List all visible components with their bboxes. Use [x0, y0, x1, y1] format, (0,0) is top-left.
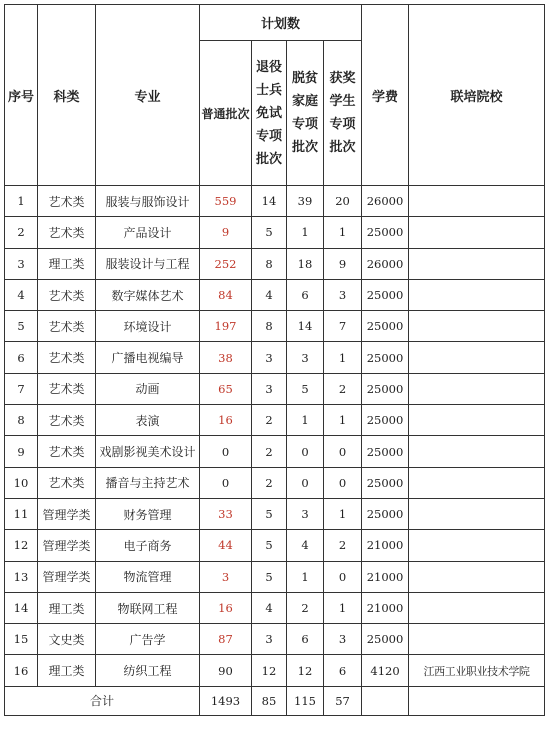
- cell-poverty: 2: [287, 592, 324, 623]
- cell-category: 艺术类: [38, 311, 96, 342]
- cell-category: 管理学类: [38, 498, 96, 529]
- cell-award: 0: [324, 436, 362, 467]
- cell-category: 艺术类: [38, 405, 96, 436]
- cell-seq: 9: [5, 436, 38, 467]
- cell-category: 艺术类: [38, 186, 96, 217]
- cell-normal: 87: [200, 624, 252, 655]
- cell-veteran: 2: [252, 467, 287, 498]
- cell-veteran: 2: [252, 436, 287, 467]
- cell-major: 广告学: [96, 624, 200, 655]
- cell-school: [409, 248, 545, 279]
- cell-school: [409, 436, 545, 467]
- cell-school: 江西工业职业技术学院: [409, 655, 545, 686]
- cell-major: 服装设计与工程: [96, 248, 200, 279]
- cell-normal: 559: [200, 186, 252, 217]
- cell-category: 艺术类: [38, 217, 96, 248]
- table-row: [5, 217, 545, 248]
- header-fee: 学费: [362, 5, 409, 186]
- table-row: [5, 342, 545, 373]
- cell-fee: 21000: [362, 592, 409, 623]
- cell-award: 2: [324, 373, 362, 404]
- table-row: [5, 561, 545, 592]
- cell-award: 9: [324, 248, 362, 279]
- cell-normal: 3: [200, 561, 252, 592]
- header-major: 专业: [96, 5, 200, 186]
- cell-major: 纺织工程: [96, 655, 200, 686]
- cell-fee: 25000: [362, 342, 409, 373]
- cell-seq: 3: [5, 248, 38, 279]
- table-row: [5, 624, 545, 655]
- total-poverty: 115: [287, 686, 324, 715]
- cell-normal: 84: [200, 279, 252, 310]
- cell-category: 理工类: [38, 248, 96, 279]
- cell-fee: 25000: [362, 436, 409, 467]
- cell-fee: 25000: [362, 217, 409, 248]
- cell-award: 1: [324, 342, 362, 373]
- cell-normal: 44: [200, 530, 252, 561]
- cell-category: 文史类: [38, 624, 96, 655]
- cell-award: 2: [324, 530, 362, 561]
- cell-fee: 25000: [362, 311, 409, 342]
- cell-normal: 0: [200, 467, 252, 498]
- cell-poverty: 14: [287, 311, 324, 342]
- cell-award: 20: [324, 186, 362, 217]
- cell-veteran: 3: [252, 624, 287, 655]
- total-fee: [362, 686, 409, 715]
- cell-veteran: 8: [252, 311, 287, 342]
- cell-school: [409, 217, 545, 248]
- cell-fee: 25000: [362, 467, 409, 498]
- table-row: [5, 405, 545, 436]
- header-poverty: 脱贫 家庭 专项 批次: [287, 41, 324, 186]
- cell-veteran: 3: [252, 373, 287, 404]
- cell-category: 管理学类: [38, 561, 96, 592]
- cell-poverty: 1: [287, 561, 324, 592]
- cell-veteran: 8: [252, 248, 287, 279]
- cell-school: [409, 592, 545, 623]
- table-body: [5, 186, 545, 716]
- cell-veteran: 3: [252, 342, 287, 373]
- cell-seq: 7: [5, 373, 38, 404]
- header-award: 获奖 学生 专项 批次: [324, 41, 362, 186]
- cell-poverty: 6: [287, 624, 324, 655]
- cell-normal: 197: [200, 311, 252, 342]
- cell-normal: 9: [200, 217, 252, 248]
- cell-veteran: 5: [252, 561, 287, 592]
- header-seq: 序号: [5, 5, 38, 186]
- cell-school: [409, 311, 545, 342]
- cell-major: 广播电视编导: [96, 342, 200, 373]
- cell-normal: 0: [200, 436, 252, 467]
- cell-poverty: 1: [287, 405, 324, 436]
- table-row: [5, 279, 545, 310]
- cell-seq: 13: [5, 561, 38, 592]
- cell-veteran: 5: [252, 217, 287, 248]
- cell-poverty: 3: [287, 342, 324, 373]
- cell-category: 理工类: [38, 592, 96, 623]
- table-row: [5, 436, 545, 467]
- header-school: 联培院校: [409, 5, 545, 186]
- cell-seq: 15: [5, 624, 38, 655]
- table-row: [5, 530, 545, 561]
- total-row: [5, 686, 545, 715]
- enrollment-plan-table: [4, 4, 545, 716]
- cell-seq: 2: [5, 217, 38, 248]
- cell-major: 播音与主持艺术: [96, 467, 200, 498]
- cell-seq: 5: [5, 311, 38, 342]
- cell-normal: 65: [200, 373, 252, 404]
- header-normal: 普通批次: [200, 41, 252, 186]
- cell-fee: 4120: [362, 655, 409, 686]
- total-normal: 1493: [200, 686, 252, 715]
- cell-fee: 26000: [362, 248, 409, 279]
- cell-school: [409, 561, 545, 592]
- cell-major: 戏剧影视美术设计: [96, 436, 200, 467]
- cell-veteran: 4: [252, 279, 287, 310]
- cell-major: 财务管理: [96, 498, 200, 529]
- cell-school: [409, 498, 545, 529]
- cell-major: 物流管理: [96, 561, 200, 592]
- cell-award: 6: [324, 655, 362, 686]
- cell-poverty: 18: [287, 248, 324, 279]
- cell-poverty: 0: [287, 467, 324, 498]
- cell-major: 电子商务: [96, 530, 200, 561]
- cell-fee: 25000: [362, 373, 409, 404]
- cell-seq: 6: [5, 342, 38, 373]
- cell-award: 1: [324, 217, 362, 248]
- cell-seq: 12: [5, 530, 38, 561]
- cell-poverty: 12: [287, 655, 324, 686]
- cell-seq: 10: [5, 467, 38, 498]
- cell-award: 3: [324, 624, 362, 655]
- table-row: [5, 498, 545, 529]
- total-veteran: 85: [252, 686, 287, 715]
- cell-seq: 11: [5, 498, 38, 529]
- table-row: [5, 373, 545, 404]
- cell-school: [409, 342, 545, 373]
- cell-major: 表演: [96, 405, 200, 436]
- cell-major: 动画: [96, 373, 200, 404]
- cell-poverty: 39: [287, 186, 324, 217]
- table-row: [5, 592, 545, 623]
- cell-award: 7: [324, 311, 362, 342]
- cell-school: [409, 405, 545, 436]
- cell-fee: 21000: [362, 530, 409, 561]
- cell-poverty: 5: [287, 373, 324, 404]
- cell-major: 服装与服饰设计: [96, 186, 200, 217]
- cell-school: [409, 186, 545, 217]
- cell-category: 管理学类: [38, 530, 96, 561]
- cell-normal: 38: [200, 342, 252, 373]
- cell-fee: 25000: [362, 405, 409, 436]
- cell-seq: 16: [5, 655, 38, 686]
- cell-category: 艺术类: [38, 342, 96, 373]
- cell-school: [409, 279, 545, 310]
- cell-veteran: 14: [252, 186, 287, 217]
- cell-normal: 252: [200, 248, 252, 279]
- cell-poverty: 0: [287, 436, 324, 467]
- cell-school: [409, 530, 545, 561]
- cell-seq: 14: [5, 592, 38, 623]
- total-award: 57: [324, 686, 362, 715]
- cell-award: 1: [324, 592, 362, 623]
- table-row: [5, 186, 545, 217]
- cell-fee: 25000: [362, 498, 409, 529]
- header-category: 科类: [38, 5, 96, 186]
- cell-fee: 26000: [362, 186, 409, 217]
- table-row: [5, 248, 545, 279]
- cell-veteran: 2: [252, 405, 287, 436]
- cell-fee: 25000: [362, 279, 409, 310]
- cell-fee: 25000: [362, 624, 409, 655]
- table-row: [5, 655, 545, 686]
- header-plan-group: 计划数: [200, 5, 362, 41]
- cell-poverty: 4: [287, 530, 324, 561]
- cell-veteran: 12: [252, 655, 287, 686]
- cell-major: 物联网工程: [96, 592, 200, 623]
- table-row: [5, 467, 545, 498]
- cell-major: 数字媒体艺术: [96, 279, 200, 310]
- cell-award: 3: [324, 279, 362, 310]
- cell-normal: 90: [200, 655, 252, 686]
- cell-normal: 16: [200, 592, 252, 623]
- cell-poverty: 6: [287, 279, 324, 310]
- cell-veteran: 4: [252, 592, 287, 623]
- cell-major: 环境设计: [96, 311, 200, 342]
- cell-award: 0: [324, 561, 362, 592]
- cell-major: 产品设计: [96, 217, 200, 248]
- header-veteran: 退役 士兵 免试 专项 批次: [252, 41, 287, 186]
- cell-category: 艺术类: [38, 279, 96, 310]
- cell-veteran: 5: [252, 530, 287, 561]
- cell-seq: 8: [5, 405, 38, 436]
- total-school: [409, 686, 545, 715]
- cell-category: 艺术类: [38, 373, 96, 404]
- cell-award: 1: [324, 498, 362, 529]
- cell-seq: 4: [5, 279, 38, 310]
- cell-school: [409, 624, 545, 655]
- cell-school: [409, 467, 545, 498]
- cell-normal: 16: [200, 405, 252, 436]
- total-label: 合计: [5, 686, 200, 715]
- cell-seq: 1: [5, 186, 38, 217]
- cell-school: [409, 373, 545, 404]
- cell-poverty: 3: [287, 498, 324, 529]
- cell-award: 0: [324, 467, 362, 498]
- cell-normal: 33: [200, 498, 252, 529]
- cell-fee: 21000: [362, 561, 409, 592]
- cell-category: 艺术类: [38, 467, 96, 498]
- cell-category: 理工类: [38, 655, 96, 686]
- cell-award: 1: [324, 405, 362, 436]
- cell-poverty: 1: [287, 217, 324, 248]
- table-row: [5, 311, 545, 342]
- cell-category: 艺术类: [38, 436, 96, 467]
- cell-veteran: 5: [252, 498, 287, 529]
